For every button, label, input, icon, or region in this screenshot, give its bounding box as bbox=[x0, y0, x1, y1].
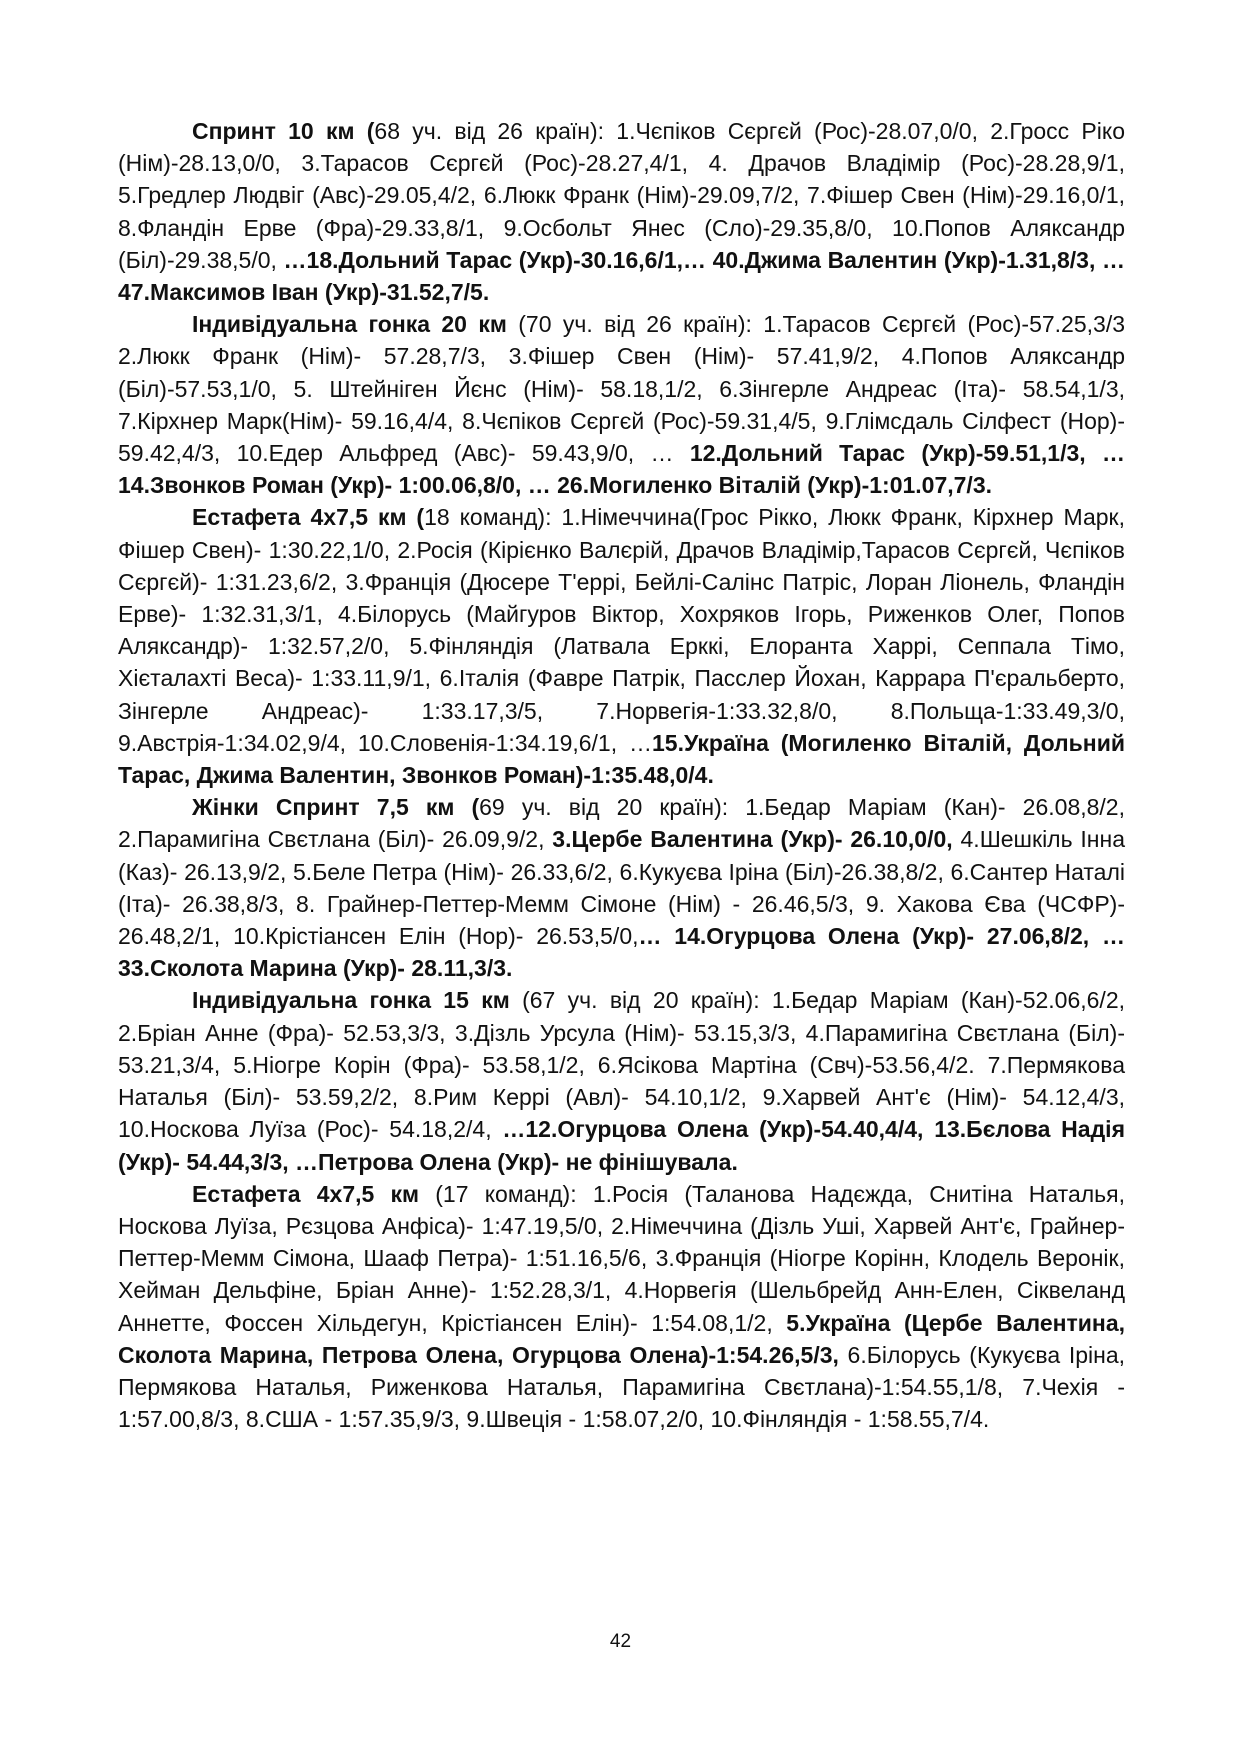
text-segment: 15.Україна (Могиленко Віталій, Дольний Тарас, Джима Валентин, Звонков Роман)-1:35.48,0/4. bbox=[118, 729, 1125, 789]
text-segment: Індивідуальна гонка 20 км bbox=[192, 311, 507, 338]
text-segment: (17 команд): 1.Росія (Таланова Надєжда, Снитіна Наталья, Носкова Луїза, Рєзцова Анфіса)- 1:47.19,5/0, 2.Німеччина (Дізль Уші, Харвей Ант'є, Грайнер-Петтер-Мемм Сімона, Шааф Петра)- 1:51.16,5/6, 3.Франція (Ніогре Корінн, Клодель Веронік, Хейман Дельфіне, Бріан Анне)- 1:52.28,3/1, 4.Норвегія (Шельбрейд Анн-Елен, Сіквеланд Аннетте, Фоссен Хільдегун, Крістіансен Елін)- 1:54.08,1/2, bbox=[118, 1180, 1125, 1336]
text-segment: Спринт 10 км ( bbox=[192, 118, 375, 144]
text-segment: …18.Дольний Тарас (Укр)-30.16,6/1,… 40.Джима Валентин (Укр)-1.31,8/3, …47.Максимов Іван (Укр)-31.52,7/5. bbox=[118, 246, 1125, 306]
text-segment: Жінки Спринт 7,5 км ( bbox=[192, 794, 480, 821]
paragraph-men-relay bbox=[118, 501, 1125, 791]
paragraph-men-individual-20km bbox=[118, 308, 1125, 501]
text-segment: Індивідуальна гонка 15 км bbox=[192, 987, 510, 1014]
page-number: 42 bbox=[609, 1631, 632, 1652]
text-segment: 68 уч. від 26 країн): 1.Чєпіков Сєргєй (Рос)-28.07,0/0, 2.Гросс Ріко (Нім)-28.13,0/0, 3.Тарасов Сєргєй (Рос)-28.27,4/1, 4. Драчов Владімір (Рос)-28.28,9/1, 5.Гредлер Людвіг (Авс)-29.05,4/2, 6.Люкк Франк (Нім)-29.09,7/2, 7.Фішер Свен (Нім)-29.16,0/1, 8.Фландін Ерве (Фра)-29.33,8/1, 9.Осбольт Янес (Сло)-29.35,8/0, 10.Попов Аляксандр (Біл)-29.38,5/0, bbox=[118, 118, 1125, 273]
text-segment: Естафета 4х7,5 км bbox=[192, 1180, 420, 1207]
text-segment: 18 команд): 1.Німеччина(Грос Рікко, Люкк Франк, Кірхнер Марк, Фішер Свен)- 1:30.22,1/0, 2.Росія (Кірієнко Валєрій, Драчов Владімір,Тарасов Сєргєй, Чєпіков Сєргєй)- 1:31.23,6/2, 3.Франція (Дюсере Т'еррі, Бейлі-Салінс Патріс, Лоран Ліонель, Фландін Ерве)- 1:32.31,3/1, 4.Білорусь (Майгуров Віктор, Хохряков Ігорь, Риженков Олег, Попов Аляксандр)- 1:32.57,2/0, 5.Фінляндія (Латвала Ерккі, Елоранта Харрі, Сеппала Тімо, Хієталахті Веса)- 1:33.11,9/1, 6.Італія (Фавре Патрік, Пасслер Йохан, Каррара П'єральберто, Зінгерле Андреас)- 1:33.17,3/5, 7.Норвегія-1:33.32,8/0, 8.Польща-1:33.49,3/0, 9.Австрія-1:34.02,9/4, 10.Словенія-1:34.19,6/1, … bbox=[118, 504, 1125, 756]
text-segment: Естафета 4х7,5 км ( bbox=[192, 504, 425, 531]
text-segment: 12.Дольний Тарас (Укр)-59.51,1/3, … 14.Звонков Роман (Укр)- 1:00.06,8/0, … 26.Могиленко Віталій (Укр)-1:01.07,7/3. bbox=[118, 440, 1125, 499]
text-segment: (67 уч. від 20 країн): 1.Бедар Маріам (Кан)-52.06,6/2, 2.Бріан Анне (Фра)- 52.53,3/3, 3.Дізль Урсула (Нім)- 53.15,3/3, 4.Парамигіна Свєтлана (Біл)- 53.21,3/4, 5.Ніогре Корін (Фра)- 53.58,1/2, 6.Ясікова Мартіна (Свч)-53.56,4/2. 7.Пермякова Наталья (Біл)- 53.59,2/2, 8.Рим Керрі (Авл)- 54.10,1/2, 9.Харвей Ант'є (Нім)- 54.12,4/3, 10.Носкова Луїза (Рос)- 54.18,2/4, bbox=[118, 987, 1126, 1143]
text-segment: 5.Україна (Цербе Валентина, Сколота Марина, Петрова Олена, Огурцова Олена)-1:54.26,5/3, bbox=[118, 1309, 1125, 1368]
paragraph-women-relay bbox=[118, 1178, 1125, 1436]
document-body bbox=[118, 115, 1125, 1435]
text-segment: …12.Огурцова Олена (Укр)-54.40,4/4, 13.Бєлова Надія (Укр)- 54.44,3/3, …Петрова Олена (Укр)- не фінішувала. bbox=[118, 1116, 1125, 1175]
text-segment: 3.Цербе Валентина (Укр)- 26.10,0/0, bbox=[552, 826, 953, 853]
paragraph-women-sprint-7-5km bbox=[118, 791, 1125, 984]
text-segment: 6.Білорусь (Кукуєва Іріна, Пермякова Наталья, Риженкова Наталья, Парамигіна Свєтлана)-1:54.55,1/8, 7.Чехія - 1:57.00,8/3, 8.США - 1:57.35,9/3, 9.Швеція - 1:58.07,2/0, 10.Фінляндія - 1:58.55,7/4. bbox=[118, 1341, 1125, 1433]
text-segment: (70 уч. від 26 країн): 1.Тарасов Сєргєй (Рос)-57.25,3/3 2.Люкк Франк (Нім)- 57.28,7/3, 3.Фішер Свен (Нім)- 57.41,9/2, 4.Попов Аляксандр (Біл)-57.53,1/0, 5. Штейніген Йєнс (Нім)- 58.18,1/2, 6.Зінгерле Андреас (Іта)- 58.54,1/3, 7.Кірхнер Марк(Нім)- 59.16,4/4, 8.Чєпіков Сєргєй (Рос)-59.31,4/5, 9.Глімсдаль Сілфест (Нор)- 59.42,4/3, 10.Едер Альфред (Авс)- 59.43,9/0, … bbox=[118, 311, 1125, 467]
paragraph-women-individual-15km bbox=[118, 984, 1125, 1177]
paragraph-men-sprint-10km bbox=[118, 115, 1125, 308]
text-segment: 69 уч. від 20 країн): 1.Бедар Маріам (Кан)- 26.08,8/2, 2.Парамигіна Свєтлана (Біл)- 26.09,9/2, bbox=[118, 794, 1125, 853]
text-segment: 4.Шешкіль Інна (Каз)- 26.13,9/2, 5.Беле Петра (Нім)- 26.33,6/2, 6.Кукуєва Іріна (Біл)-26.38,8/2, 6.Сантер Наталі (Іта)- 26.38,8/3, 8. Грайнер-Петтер-Мемм Сімоне (Нім) - 26.46,5/3, 9. Хакова Єва (ЧСФР)- 26.48,2/1, 10.Крістіансен Елін (Нор)- 26.53,5/0, bbox=[118, 826, 1126, 950]
text-segment: … 14.Огурцова Олена (Укр)- 27.06,8/2, … 33.Сколота Марина (Укр)- 28.11,3/3. bbox=[118, 923, 1125, 982]
